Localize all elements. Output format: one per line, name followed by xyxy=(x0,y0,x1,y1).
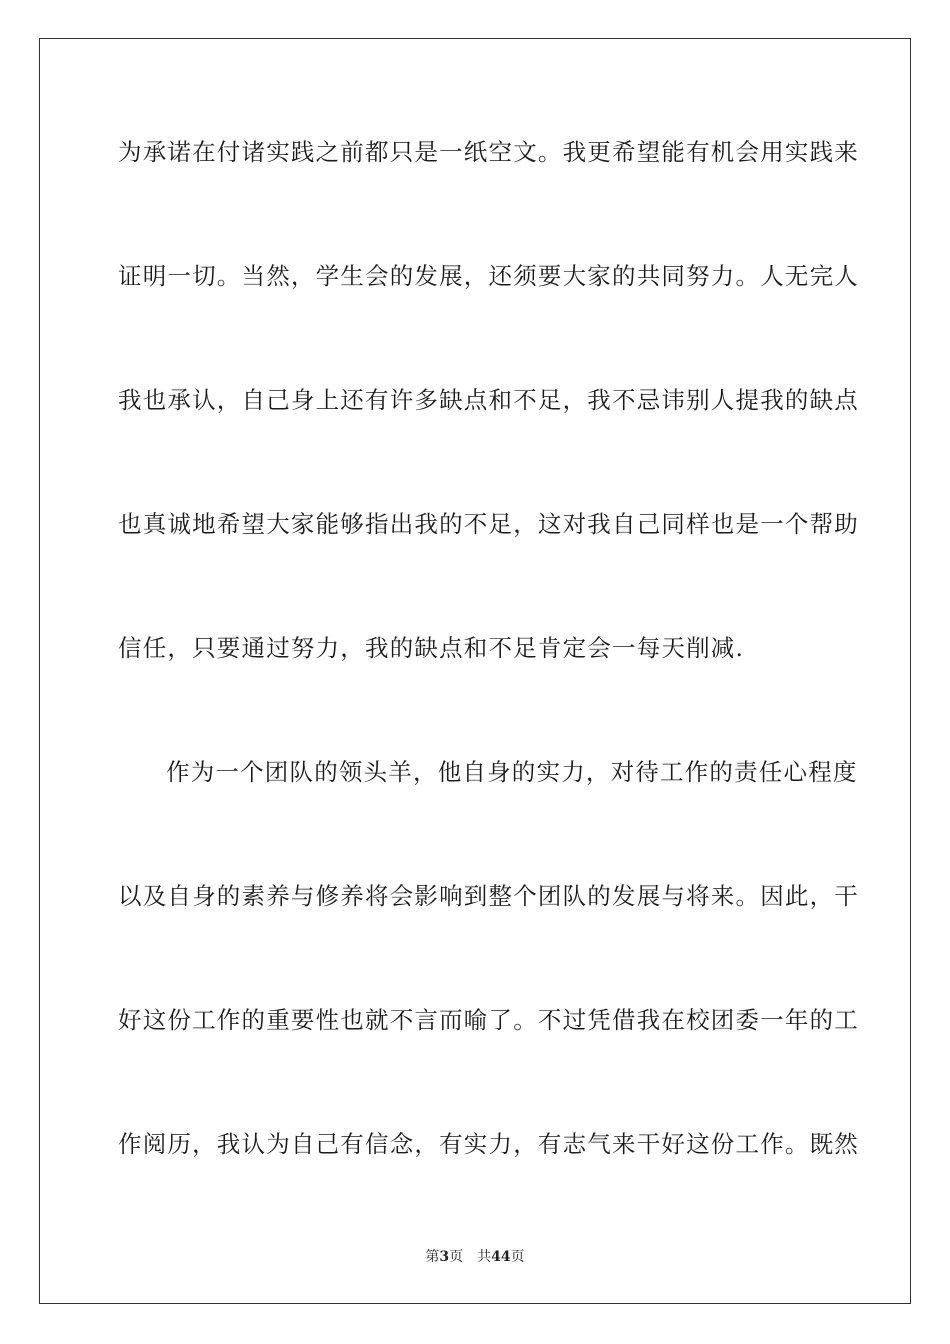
paragraph-line: 我也承认，自己身上还有许多缺点和不足，我不忌讳别人提我的缺点 xyxy=(118,386,859,414)
paragraph-line: 也真诚地希望大家能够指出我的不足，这对我自己同样也是一个帮助 xyxy=(118,510,859,538)
total-label-suffix: 页 xyxy=(510,1249,525,1265)
page-border xyxy=(39,38,911,1304)
paragraph-line: 作阅历，我认为自己有信念，有实力，有志气来干好这份工作。既然 xyxy=(118,1130,859,1158)
page-label-prefix: 第 xyxy=(425,1249,440,1265)
total-pages-number: 44 xyxy=(491,1249,511,1265)
paragraph-line: 为承诺在付诸实践之前都只是一纸空文。我更希望能有机会用实践来 xyxy=(118,138,859,166)
page-footer xyxy=(0,1248,950,1266)
page-label-suffix: 页 xyxy=(449,1249,464,1265)
paragraph-line: 证明一切。当然，学生会的发展，还须要大家的共同努力。人无完人 xyxy=(118,262,859,290)
paragraph-line: 作为一个团队的领头羊，他自身的实力，对待工作的责任心程度 xyxy=(166,758,858,786)
current-page-number: 3 xyxy=(439,1249,450,1265)
paragraph-line: 以及自身的素养与修养将会影响到整个团队的发展与将来。因此，干 xyxy=(118,882,859,910)
total-label-prefix: 共 xyxy=(477,1249,492,1265)
paragraph-line: 信任，只要通过努力，我的缺点和不足肯定会一每天削减. xyxy=(118,634,745,662)
paragraph-line: 好这份工作的重要性也就不言而喻了。不过凭借我在校团委一年的工 xyxy=(118,1006,859,1034)
